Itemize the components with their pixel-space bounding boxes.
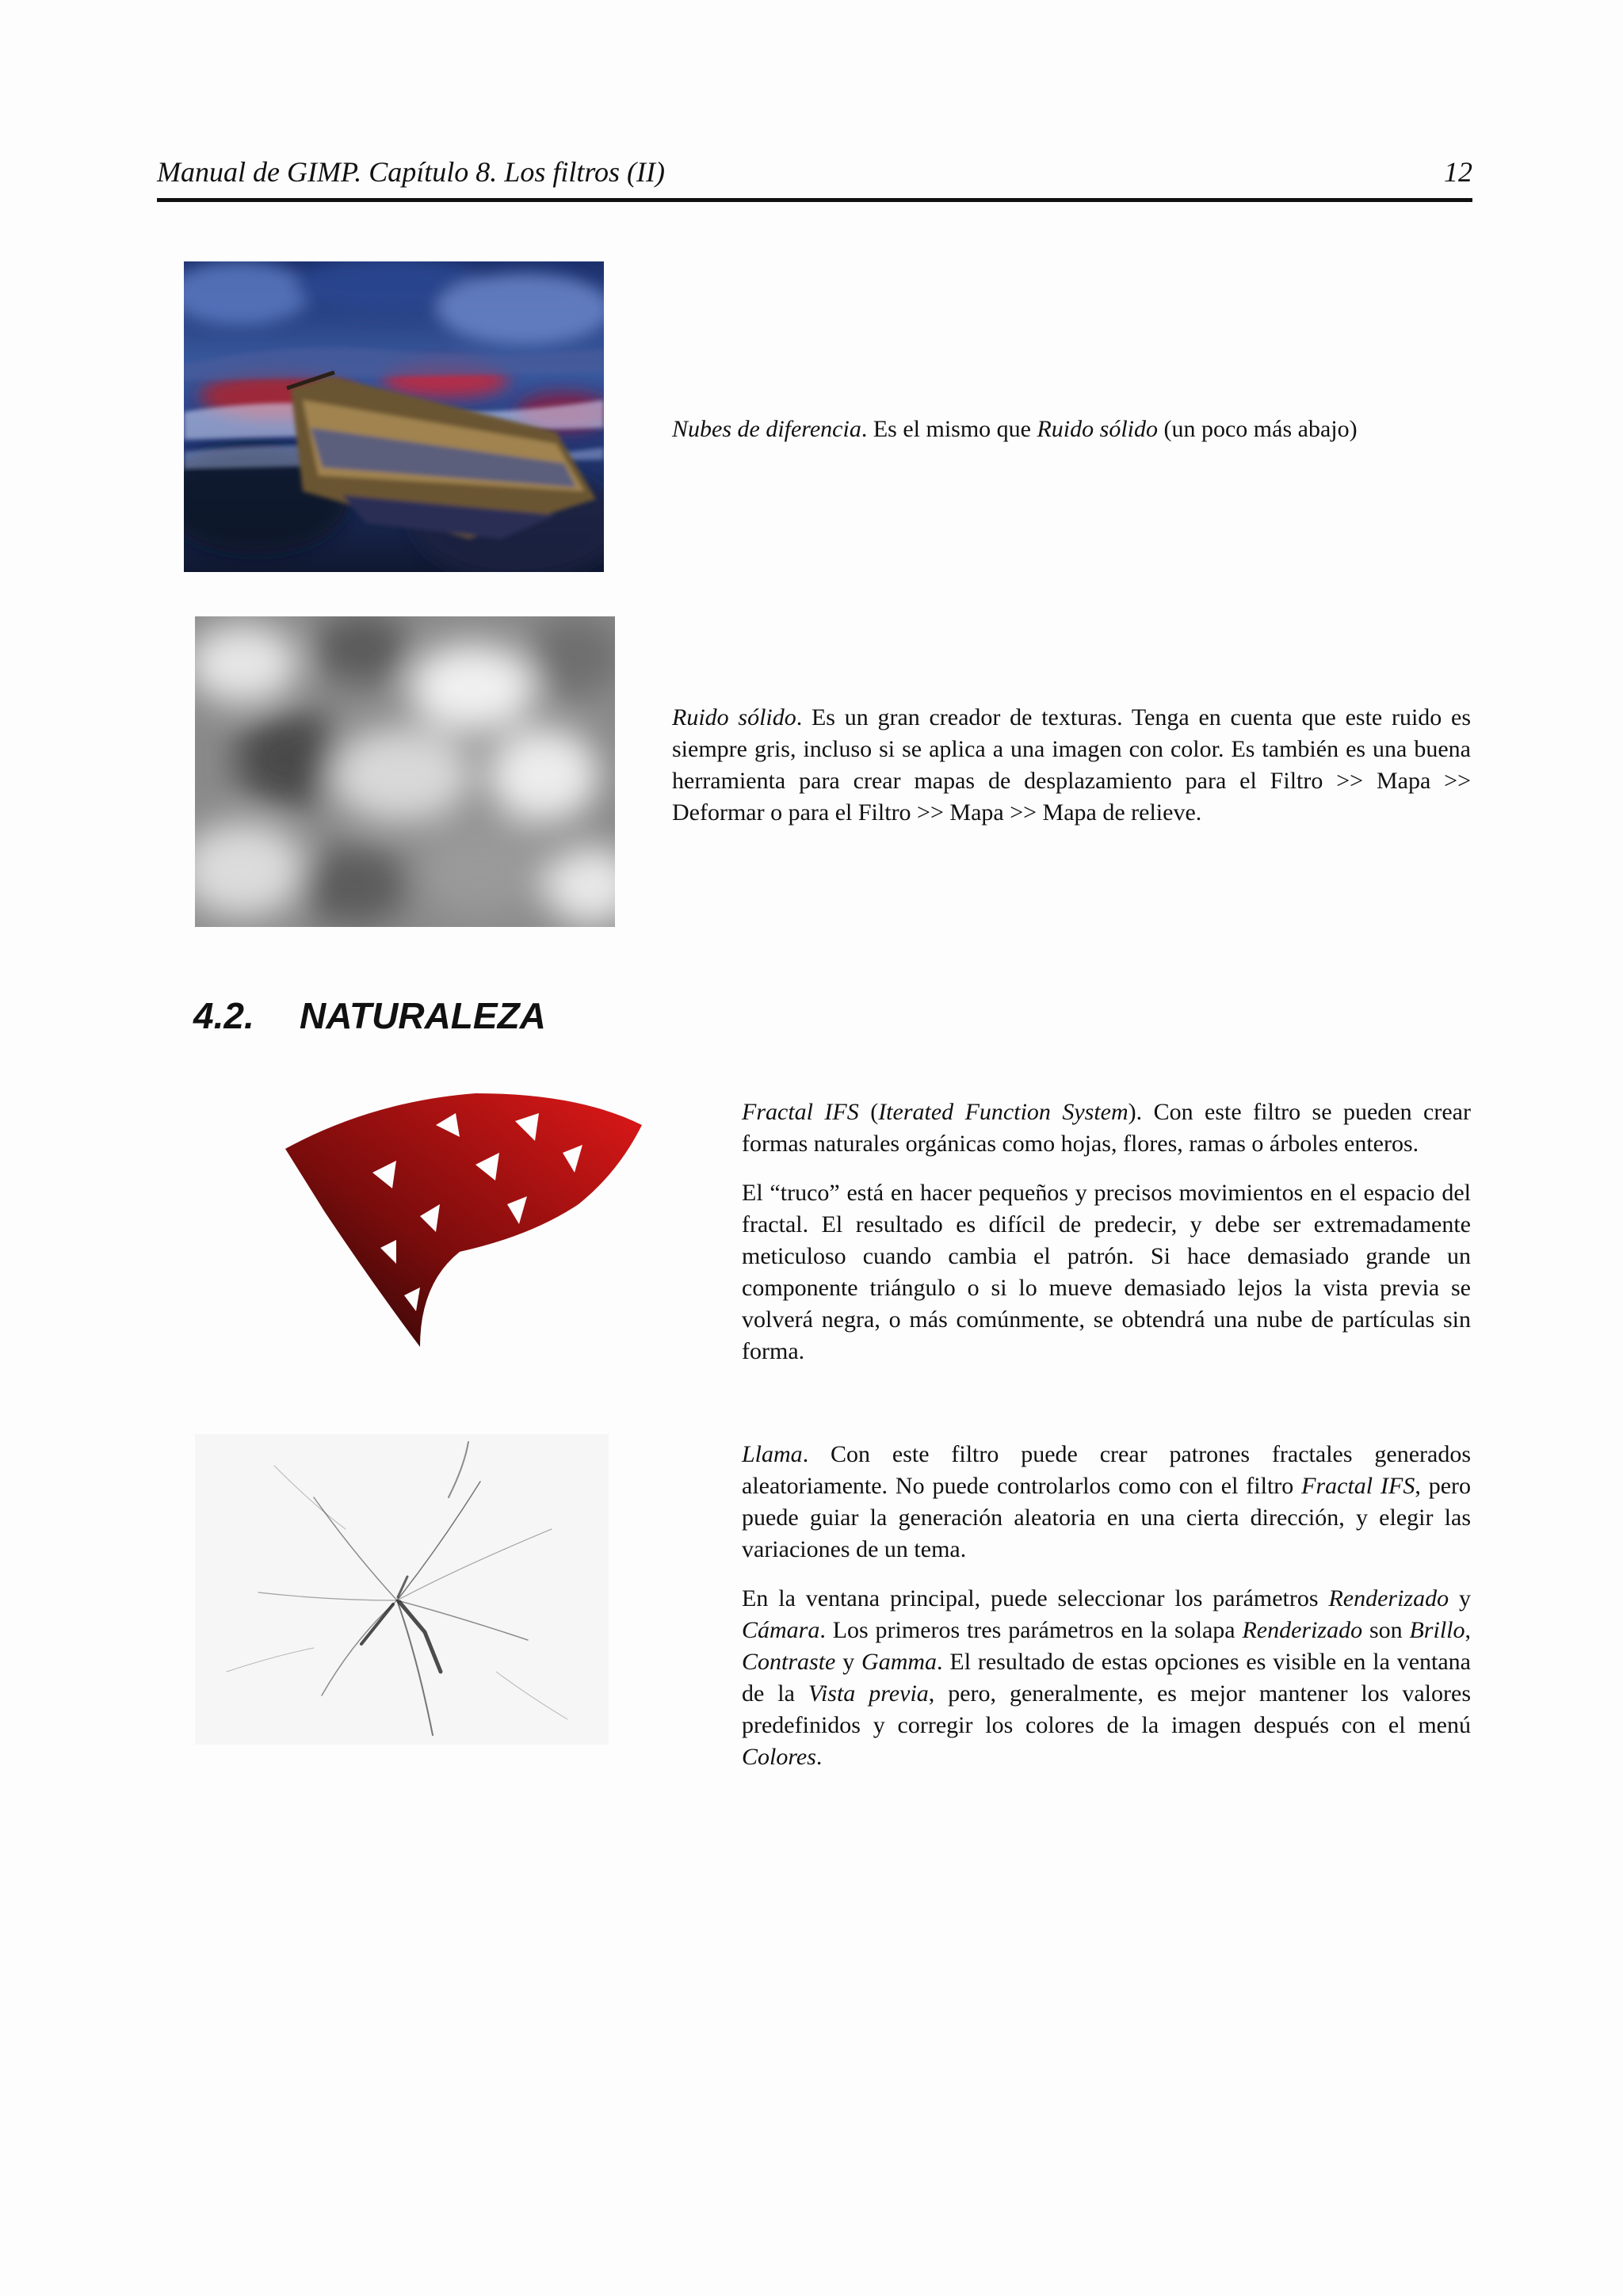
term-fractal-ifs: Fractal IFS bbox=[742, 1099, 859, 1125]
ruido-description bbox=[672, 702, 1471, 829]
llama-p2-text-c: . El resultado de estas opciones es visible en la ventana de la bbox=[742, 1649, 1471, 1707]
llama-p2-y1: y bbox=[1449, 1585, 1471, 1611]
term-vista-previa: Vista previa bbox=[808, 1680, 929, 1707]
llama-text-a: . Con este filtro puede crear patrones fractales generados aleatoriamente. No puede controlarlos como con el filtro bbox=[742, 1441, 1471, 1499]
term-renderizado: Renderizado bbox=[1328, 1585, 1449, 1611]
fractal-paragraph-2: El “truco” está en hacer pequeños y precisos movimientos en el espacio del fractal. El resultado es difícil de predecir, y debe ser extremadamente meticuloso cuando cambia el patrón. Si hace demasiado grande un componente triángulo o si lo mueve demasiado lejos la vista previa se volverá negra, o más comúnmente, se obtendrá una nube de partículas sin forma. bbox=[742, 1180, 1471, 1364]
llama-p2-text-d: , pero, generalmente, es mejor mantener los valores predefinidos y corregir los colores de la imagen después con el menú bbox=[742, 1680, 1471, 1738]
nubes-description bbox=[672, 414, 1471, 445]
term-brillo: Brillo bbox=[1409, 1617, 1465, 1643]
section-title: NATURALEZA bbox=[300, 995, 546, 1036]
llama-description bbox=[742, 1439, 1471, 1773]
llama-text-b: , pero puede guiar la generación aleatoria en una cierta dirección, y elegir las variaciones de un tema. bbox=[742, 1473, 1471, 1562]
llama-p2-son: son bbox=[1362, 1617, 1410, 1643]
term-camara: Cámara bbox=[742, 1617, 820, 1643]
section-number: 4.2. bbox=[193, 995, 254, 1036]
term-gamma: Gamma bbox=[861, 1649, 938, 1675]
boat-image bbox=[184, 261, 604, 572]
llama-paragraph-1 bbox=[742, 1439, 1471, 1566]
ruido-text: . Es un gran creador de texturas. Tenga en cuenta que este ruido es siempre gris, incluso si se aplica a una imagen con color. Es también es una buena herramienta para crear mapas de desplazamiento para el Filtro >> Mapa >> Deformar o para el Filtro >> Mapa >> Mapa de relieve. bbox=[672, 704, 1471, 826]
term-contraste: Contraste bbox=[742, 1649, 836, 1675]
fractal-text-b: ). Con este filtro se pueden crear formas naturales orgánicas como hojas, flores, ramas o árboles enteros. bbox=[742, 1099, 1471, 1157]
term-nubes-de-diferencia: Nubes de diferencia bbox=[672, 416, 861, 442]
ref-fractal-ifs: Fractal IFS bbox=[1301, 1473, 1415, 1499]
llama-p2-y2: y bbox=[835, 1649, 862, 1675]
fractal-description bbox=[742, 1097, 1471, 1367]
llama-p2-end: . bbox=[815, 1744, 823, 1770]
nubes-text: . Es el mismo que bbox=[861, 416, 1037, 442]
fractal-ifs-image bbox=[277, 1077, 650, 1355]
solid-noise-image bbox=[195, 616, 615, 927]
flame-image bbox=[195, 1434, 609, 1745]
fractal-text-a: ( bbox=[858, 1099, 879, 1125]
nubes-text-tail: (un poco más abajo) bbox=[1158, 416, 1358, 442]
term-ruido-solido: Ruido sólido bbox=[672, 704, 796, 730]
llama-paragraph-2 bbox=[742, 1583, 1471, 1773]
page-header bbox=[157, 151, 1472, 202]
llama-p2-comma: , bbox=[1465, 1617, 1471, 1643]
section-heading bbox=[193, 994, 546, 1037]
running-title: Manual de GIMP. Capítulo 8. Los filtros (II) bbox=[157, 156, 665, 188]
page-number: 12 bbox=[1444, 156, 1472, 188]
term-colores: Colores bbox=[742, 1744, 816, 1770]
term-iterated-function-system: Iterated Function System bbox=[878, 1099, 1128, 1125]
llama-p2-text-b: . Los primeros tres parámetros en la solapa bbox=[819, 1617, 1243, 1643]
term-renderizado-2: Renderizado bbox=[1242, 1617, 1363, 1643]
fractal-paragraph-1 bbox=[742, 1097, 1471, 1160]
term-llama: Llama bbox=[742, 1441, 803, 1467]
ref-ruido-solido: Ruido sólido bbox=[1037, 416, 1158, 442]
llama-p2-text-a: En la ventana principal, puede seleccionar los parámetros bbox=[742, 1585, 1329, 1611]
